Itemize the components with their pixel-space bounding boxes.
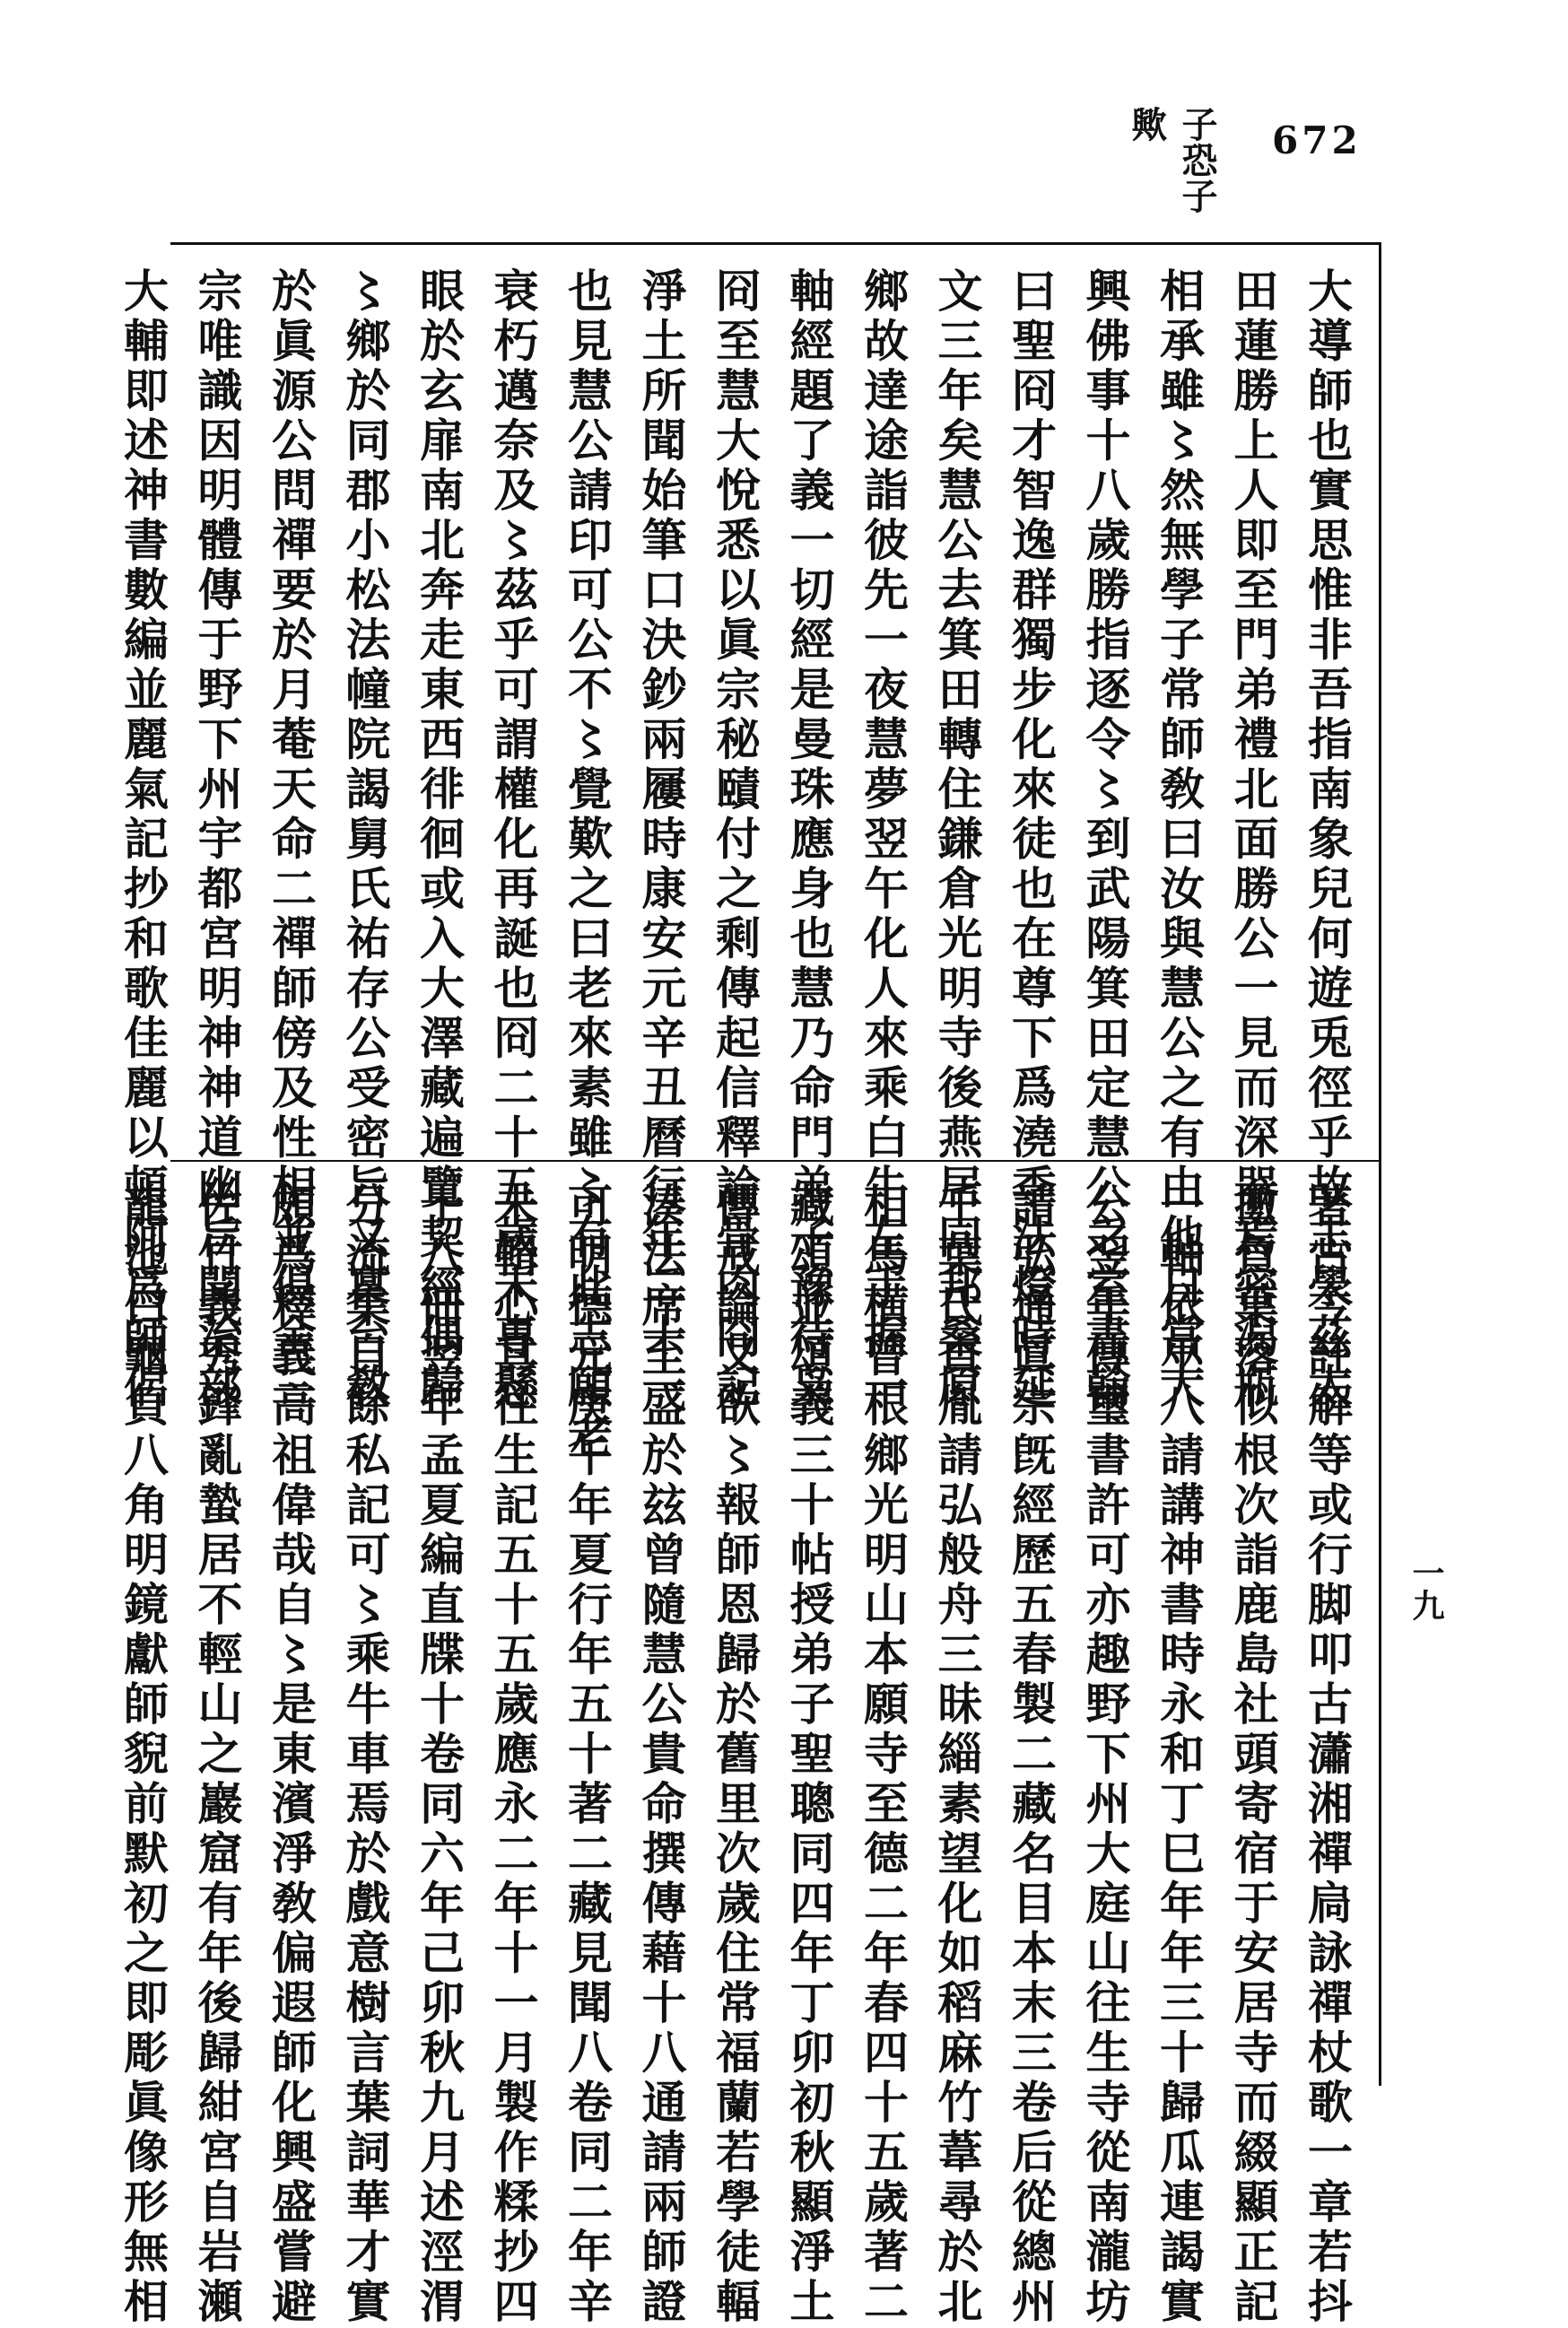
text-column: 興佛事十八歲勝指逐令〻到武陽箕田定慧公之室書翰 (1078, 267, 1132, 1413)
text-column: 淨土所聞始筆口決鈔兩屨時康安元辛丑曆行年二十一 (634, 267, 688, 1413)
text-column: 〻鄉於同郡小松法幢院謁舅氏祐存公受密旨又稟台敎 (338, 267, 392, 1413)
text-column: 一軸依巫八請講神書時永和丁巳年年三十歸瓜連謁實 (1153, 1182, 1206, 2328)
lower-text-block (117, 1182, 1363, 2328)
text-column: 可明德元庚午年夏行年五十著二藏見聞八卷同二年辛 (561, 1182, 614, 2328)
text-column: 藏頌並頌義三十帖授弟子聖聰同四年丁卯初秋顯淨土 (782, 1182, 836, 2328)
text-column: 也見慧公請印可公不〻覺歎之曰老來素雖〻有此志願老 (561, 267, 614, 1462)
text-column: 大導師也實思惟非吾指南象兒何遊兎徑乎故志學茲太 (1301, 267, 1354, 1413)
text-column: 鄉故達途詣彼先一夜慧夢翌午化人來乘白牛左手握一 (857, 267, 910, 1413)
text-column: 衰朽邁奈及〻茲乎可謂權化再誕也冏二十五歲未專懸 (486, 267, 540, 1413)
side-page-number: 一九 (1407, 1556, 1445, 1621)
text-column: 佐竹義秀鋒亂蟄居不輕山之巖窟有年後歸紺宮自岩瀬 (190, 1182, 244, 2328)
running-head: 子恐子歟 (1126, 106, 1218, 214)
text-column: 千葉氏貞胤請弘般舟三昧緇素望化如稻麻竹葦尋於北 (930, 1182, 984, 2328)
text-column: 相承雖〻然無學子常師敎曰汝與慧公之有由他日當大 (1153, 267, 1206, 1413)
text-column: 宗唯識因明體傳于野下州宇都宮明神神道幽旨聞治部 (190, 267, 244, 1413)
text-column: 龍池白龜負八角明鏡獻師貎前默初之即彫眞像形無相 (117, 1182, 170, 2328)
text-column: 請弘通眞宗旣經歷五春製二藏名目本末三卷后從總州 (1005, 1182, 1058, 2328)
text-column: 於眞源公問禪要於月菴天命二禪師傍及性相並俱舍三 (265, 267, 318, 1413)
text-column: 湊法席至盛於玆曾隨慧公貴命撰傳藉十八通請兩師證 (634, 1182, 688, 2328)
text-column: 田蓮勝上人即至門弟禮北面勝公一見而深器焉密潟瓶 (1226, 267, 1280, 1413)
upper-text-block (117, 267, 1363, 1462)
text-column: 分流集自餘私記可〻乘牛車焉於戲意樹言葉詞華才實 (338, 1182, 392, 2328)
text-column: 曰聖冏才智逸群獨步化來徒也在尊下爲澆季法燈時延 (1005, 267, 1058, 1413)
text-column: 大輔即述神書數編並麗氣記抄和歌佳麗以頓阿爲師侶 (117, 267, 170, 1413)
text-column: 軸經題了義一切經是曼珠應身也慧乃命門弟子豫待枭 (782, 267, 836, 1413)
text-column: 著古今註解等或行脚叩古瀟湘禪扃詠禪杖歌一章若抖 (1301, 1182, 1354, 2328)
text-column: 未輯心具往生記五十五歲應永二年十一月製作糅抄四 (486, 1182, 540, 2328)
text-column: 公翌年傳璽書許可亦趣野下州大庭山往生寺從南瀧坊 (1078, 1182, 1132, 2328)
text-column: 眼於玄扉南北奔走東西徘徊或入大澤藏遍覽契經偶歸 (413, 267, 466, 1413)
text-column: 頗爲釋義高祖偉哉自〻是東濱淨敎偏遐師化興盛嘗避 (265, 1182, 318, 2328)
text-column: 十八冊翌年孟夏編直牒十卷同六年己卯秋九月述涇渭 (413, 1182, 466, 2328)
text-column: 擻負葉落似根次詣鹿島社頭寄宿于安居寺而綴顯正記 (1226, 1182, 1280, 2328)
text-column: 相馬横曾根鄉光明山本願寺至德二年春四十五歲著二 (857, 1182, 910, 2328)
page-number: 672 (1272, 118, 1362, 162)
text-column: 文三年矣慧公去箕田轉住鎌倉光明寺後燕居同邦桑原 (930, 267, 984, 1413)
text-column: 傳戒論又欲〻報師恩歸於舊里次歲住常福蘭若學徒輻 (709, 1182, 762, 2328)
text-column: 冏至慧大悅悉以眞宗秘賾付之剩傳起信釋論骨肉冏記 (709, 267, 762, 1413)
